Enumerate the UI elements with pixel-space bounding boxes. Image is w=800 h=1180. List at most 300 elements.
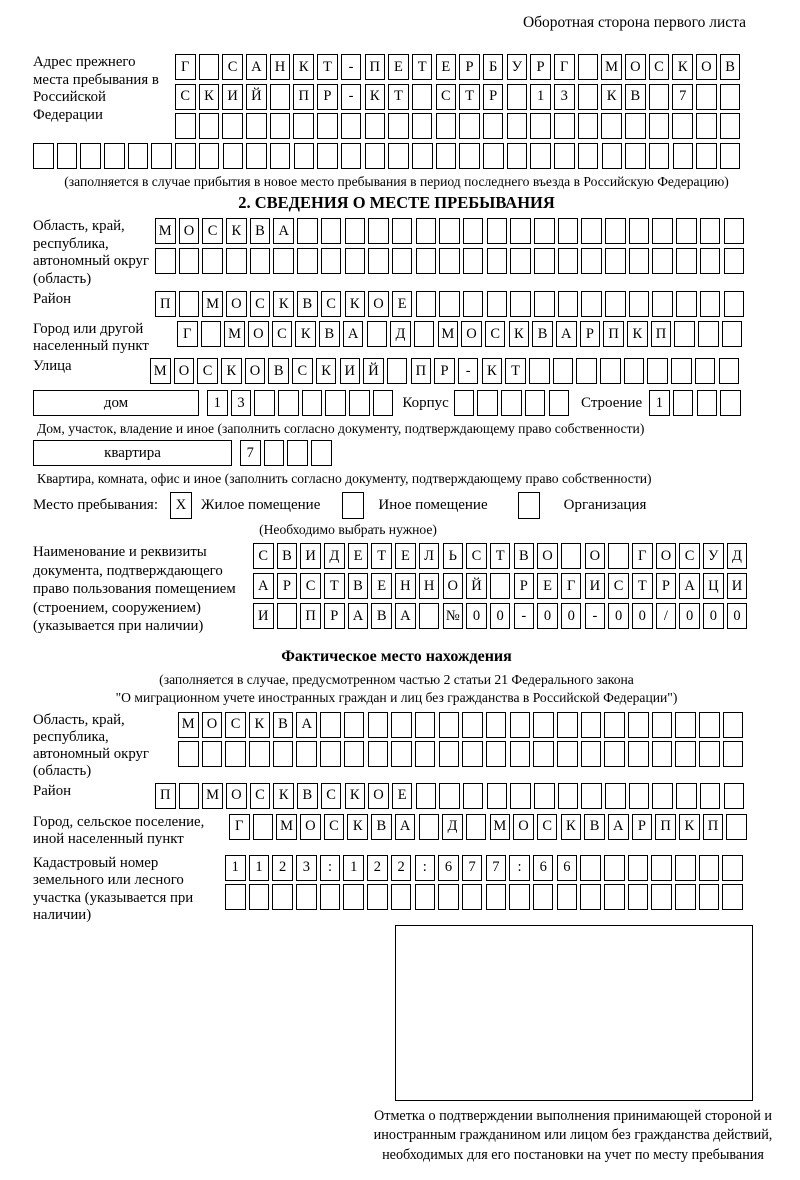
stay-type-row	[33, 492, 760, 519]
char-box: Г	[229, 814, 250, 840]
char-box	[368, 712, 389, 738]
char-box	[726, 814, 747, 840]
char-box	[80, 143, 101, 169]
char-box: 0	[537, 603, 558, 629]
char-box	[722, 321, 743, 347]
char-box: 7	[240, 440, 261, 466]
char-box: Т	[317, 54, 338, 80]
char-box	[436, 113, 457, 139]
stay-type-label: Место пребывания:	[33, 497, 158, 513]
char-box: Т	[324, 573, 345, 599]
char-box	[533, 741, 554, 767]
char-box	[391, 884, 412, 910]
char-box	[439, 712, 460, 738]
char-box	[343, 884, 364, 910]
char-box	[365, 143, 386, 169]
char-box: 1	[343, 855, 364, 881]
organization-option-label: Организация	[563, 497, 647, 513]
street-field	[33, 358, 760, 384]
document-label: Наименование и реквизиты документа, подтверждающего право пользования помещением (строением, сооружением) (указывается при наличии)	[33, 544, 236, 634]
char-box: /	[656, 603, 677, 629]
char-box	[604, 741, 625, 767]
char-box	[651, 884, 672, 910]
char-box: О	[513, 814, 534, 840]
char-box: О	[226, 783, 247, 809]
char-box: М	[202, 291, 223, 317]
char-box	[530, 113, 551, 139]
char-box: К	[365, 84, 386, 110]
actual-location-caption-2: "О миграционном учете иностранных граждан и лиц без гражданства в Российской Федерации")	[115, 689, 678, 705]
char-box: Д	[324, 543, 345, 569]
char-box	[415, 884, 436, 910]
char-box	[581, 218, 602, 244]
char-box	[439, 741, 460, 767]
char-box	[463, 248, 484, 274]
actual-city-label: Город, сельское поселение, иной населенный пункт	[33, 813, 205, 847]
char-box	[368, 741, 389, 767]
char-box: Т	[632, 573, 653, 599]
char-box: 6	[533, 855, 554, 881]
char-box	[578, 54, 599, 80]
residential-option-label: Жилое помещение	[201, 497, 321, 513]
char-box: В	[584, 814, 605, 840]
char-box	[412, 84, 433, 110]
prev-address-row-4	[33, 143, 760, 169]
char-box	[507, 143, 528, 169]
char-box: П	[293, 84, 314, 110]
char-box: 0	[608, 603, 629, 629]
char-box	[581, 248, 602, 274]
char-box: Т	[371, 543, 392, 569]
char-box	[507, 84, 528, 110]
char-box	[676, 291, 697, 317]
char-box	[676, 218, 697, 244]
char-box	[581, 741, 602, 767]
char-box	[272, 884, 293, 910]
char-box: В	[250, 218, 271, 244]
char-box: В	[348, 573, 369, 599]
char-box	[700, 218, 721, 244]
char-box: А	[253, 573, 274, 599]
confirmation-stamp-box	[395, 925, 753, 1101]
char-box	[487, 248, 508, 274]
char-box	[179, 783, 200, 809]
char-box	[439, 248, 460, 274]
char-box: У	[507, 54, 528, 80]
char-box	[629, 248, 650, 274]
char-box	[341, 113, 362, 139]
char-box: В	[297, 783, 318, 809]
char-box: С	[324, 814, 345, 840]
char-box	[367, 884, 388, 910]
char-box	[554, 143, 575, 169]
char-box	[580, 884, 601, 910]
char-box	[724, 291, 745, 317]
char-box	[320, 712, 341, 738]
char-box	[652, 712, 673, 738]
char-box: О	[368, 291, 389, 317]
char-box	[628, 855, 649, 881]
char-box: К	[199, 84, 220, 110]
char-box	[438, 884, 459, 910]
char-box	[576, 358, 597, 384]
char-box: Р	[483, 84, 504, 110]
char-box: №	[443, 603, 464, 629]
char-box: Ц	[703, 573, 724, 599]
char-box	[578, 113, 599, 139]
char-box: Т	[388, 84, 409, 110]
char-box	[270, 113, 291, 139]
char-box	[414, 321, 435, 347]
char-box	[624, 358, 645, 384]
cadastral-field	[33, 855, 760, 925]
char-box: М	[155, 218, 176, 244]
char-box	[486, 741, 507, 767]
char-box: М	[276, 814, 297, 840]
char-box: 0	[679, 603, 700, 629]
char-box: С	[225, 712, 246, 738]
char-box: В	[514, 543, 535, 569]
char-box	[724, 218, 745, 244]
stroenie-row	[649, 390, 741, 416]
char-box	[558, 248, 579, 274]
char-box	[199, 54, 220, 80]
char-box: М	[202, 783, 223, 809]
char-box	[604, 884, 625, 910]
char-box: О	[179, 218, 200, 244]
char-box	[652, 218, 673, 244]
char-box	[270, 143, 291, 169]
char-box	[483, 143, 504, 169]
char-box: 0	[727, 603, 748, 629]
char-box	[720, 113, 741, 139]
char-box: Р	[656, 573, 677, 599]
char-box: Т	[490, 543, 511, 569]
prev-address-row-1	[175, 54, 740, 80]
char-box	[419, 603, 440, 629]
char-box: К	[482, 358, 503, 384]
char-box: 2	[391, 855, 412, 881]
char-box: Т	[505, 358, 526, 384]
char-box	[672, 113, 693, 139]
char-box	[391, 741, 412, 767]
char-box	[483, 113, 504, 139]
char-box: А	[395, 814, 416, 840]
char-box	[466, 814, 487, 840]
char-box	[321, 248, 342, 274]
char-box	[462, 741, 483, 767]
char-box: :	[415, 855, 436, 881]
char-box: 0	[561, 603, 582, 629]
char-box: А	[343, 321, 364, 347]
char-box: К	[672, 54, 693, 80]
char-box	[320, 741, 341, 767]
char-box	[699, 855, 720, 881]
char-box	[462, 884, 483, 910]
district-label: Район	[33, 291, 72, 307]
district-field	[33, 291, 760, 317]
char-box	[368, 218, 389, 244]
char-box: С	[649, 54, 670, 80]
char-box	[557, 884, 578, 910]
char-box: Й	[246, 84, 267, 110]
char-box	[415, 712, 436, 738]
char-box: Б	[483, 54, 504, 80]
char-box	[222, 113, 243, 139]
char-box: Е	[392, 291, 413, 317]
char-box	[628, 712, 649, 738]
char-box	[533, 712, 554, 738]
char-box	[600, 358, 621, 384]
char-box: К	[249, 712, 270, 738]
char-box	[416, 218, 437, 244]
char-box: -	[341, 54, 362, 80]
char-box	[549, 390, 570, 416]
char-box	[226, 248, 247, 274]
char-box: В	[319, 321, 340, 347]
char-box	[604, 712, 625, 738]
char-box	[602, 143, 623, 169]
char-box	[439, 218, 460, 244]
char-box	[629, 291, 650, 317]
actual-location-title: Фактическое место нахождения	[281, 647, 512, 665]
char-box: М	[224, 321, 245, 347]
char-box	[700, 783, 721, 809]
char-box	[151, 143, 172, 169]
char-box	[676, 248, 697, 274]
stroenie-label: Строение	[581, 394, 643, 411]
char-box	[223, 143, 244, 169]
char-box	[723, 741, 744, 767]
char-box	[415, 741, 436, 767]
char-box: О	[461, 321, 482, 347]
char-box: 0	[632, 603, 653, 629]
char-box	[720, 390, 741, 416]
char-box	[387, 358, 408, 384]
char-box	[581, 783, 602, 809]
checkbox-residential: X	[170, 492, 192, 519]
char-box: Р	[317, 84, 338, 110]
char-box	[373, 390, 394, 416]
char-box	[487, 291, 508, 317]
char-box	[419, 814, 440, 840]
char-box	[605, 291, 626, 317]
char-box	[625, 113, 646, 139]
house-row	[33, 390, 760, 416]
char-box	[529, 358, 550, 384]
stay-type-hint: (Необходимо выбрать нужное)	[259, 522, 437, 537]
region-label: Область, край, республика, автономный округ (область)	[33, 218, 149, 287]
char-box	[57, 143, 78, 169]
char-box: К	[226, 218, 247, 244]
char-box	[277, 603, 298, 629]
char-box: Е	[537, 573, 558, 599]
char-box	[534, 248, 555, 274]
char-box	[477, 390, 498, 416]
char-box: 6	[438, 855, 459, 881]
char-box: С	[679, 543, 700, 569]
actual-city-row	[229, 814, 747, 840]
char-box	[349, 390, 370, 416]
char-box: С	[197, 358, 218, 384]
char-box	[695, 358, 716, 384]
char-box	[311, 440, 332, 466]
char-box	[199, 113, 220, 139]
char-box	[510, 248, 531, 274]
char-box: Е	[395, 543, 416, 569]
char-box: О	[368, 783, 389, 809]
other-premises-option-label: Иное помещение	[378, 497, 488, 513]
char-box: И	[727, 573, 748, 599]
char-box: А	[556, 321, 577, 347]
actual-district-row	[155, 783, 744, 809]
char-box	[533, 884, 554, 910]
char-box	[487, 218, 508, 244]
char-box: С	[537, 814, 558, 840]
char-box	[454, 390, 475, 416]
char-box: И	[253, 603, 274, 629]
char-box	[270, 84, 291, 110]
char-box	[581, 291, 602, 317]
char-box: В	[273, 712, 294, 738]
actual-district-label: Район	[33, 782, 72, 799]
char-box: 2	[367, 855, 388, 881]
char-box	[557, 741, 578, 767]
char-box: Е	[348, 543, 369, 569]
char-box	[202, 741, 223, 767]
char-box	[558, 291, 579, 317]
char-box	[344, 712, 365, 738]
char-box: К	[273, 291, 294, 317]
char-box: -	[458, 358, 479, 384]
section2-title: 2. СВЕДЕНИЯ О МЕСТЕ ПРЕБЫВАНИЯ	[238, 193, 555, 212]
char-box	[696, 84, 717, 110]
checkbox-organization	[518, 492, 540, 519]
char-box: С	[250, 291, 271, 317]
char-box	[202, 248, 223, 274]
char-box	[490, 573, 511, 599]
char-box: С	[300, 573, 321, 599]
char-box: С	[608, 573, 629, 599]
char-box: 0	[490, 603, 511, 629]
city-field	[33, 321, 760, 355]
char-box: Г	[561, 573, 582, 599]
char-box	[250, 248, 271, 274]
char-box	[273, 248, 294, 274]
char-box: А	[608, 814, 629, 840]
document-row-3	[253, 603, 747, 629]
char-box	[601, 113, 622, 139]
char-box	[367, 321, 388, 347]
char-box	[719, 358, 740, 384]
checkbox-other-premises	[342, 492, 364, 519]
char-box	[510, 291, 531, 317]
char-box	[698, 321, 719, 347]
char-box	[345, 248, 366, 274]
char-box	[487, 783, 508, 809]
char-box	[155, 248, 176, 274]
char-box: О	[696, 54, 717, 80]
city-label: Город или другой населенный пункт	[33, 321, 149, 354]
char-box: В	[268, 358, 289, 384]
char-box: П	[155, 291, 176, 317]
char-box	[412, 143, 433, 169]
char-box	[558, 783, 579, 809]
char-box: 7	[486, 855, 507, 881]
char-box: Н	[270, 54, 291, 80]
char-box	[605, 783, 626, 809]
actual-location-caption-1: (заполняется в случае, предусмотренном частью 2 статьи 21 Федерального закона	[159, 671, 634, 687]
char-box	[254, 390, 275, 416]
char-box	[388, 143, 409, 169]
prev-address-field	[33, 54, 760, 139]
char-box: 7	[672, 84, 693, 110]
apartment-row	[33, 440, 760, 466]
char-box	[722, 884, 743, 910]
char-box: 1	[225, 855, 246, 881]
char-box	[628, 884, 649, 910]
char-box: 7	[462, 855, 483, 881]
char-box: А	[395, 603, 416, 629]
char-box	[463, 291, 484, 317]
char-box	[723, 712, 744, 738]
apartment-box-label: квартира	[33, 440, 232, 466]
char-box: И	[585, 573, 606, 599]
district-row	[155, 291, 744, 317]
char-box: К	[601, 84, 622, 110]
char-box	[486, 712, 507, 738]
char-box	[341, 143, 362, 169]
char-box: Е	[388, 54, 409, 80]
char-box	[700, 291, 721, 317]
char-box	[104, 143, 125, 169]
char-box: В	[371, 603, 392, 629]
char-box: У	[703, 543, 724, 569]
char-box: Л	[419, 543, 440, 569]
char-box: 0	[703, 603, 724, 629]
char-box: -	[341, 84, 362, 110]
char-box: С	[253, 543, 274, 569]
char-box: Е	[436, 54, 457, 80]
char-box: М	[438, 321, 459, 347]
char-box: П	[411, 358, 432, 384]
char-box	[391, 712, 412, 738]
char-box: Г	[632, 543, 653, 569]
char-box	[317, 113, 338, 139]
char-box	[554, 113, 575, 139]
char-box	[649, 84, 670, 110]
char-box	[297, 218, 318, 244]
char-box	[561, 543, 582, 569]
char-box	[253, 814, 274, 840]
actual-region-row-1	[178, 712, 743, 738]
char-box: О	[443, 573, 464, 599]
char-box	[578, 84, 599, 110]
char-box: О	[656, 543, 677, 569]
char-box: М	[601, 54, 622, 80]
char-box: М	[178, 712, 199, 738]
char-box	[675, 884, 696, 910]
char-box	[416, 248, 437, 274]
char-box: С	[272, 321, 293, 347]
char-box: П	[703, 814, 724, 840]
char-box: С	[466, 543, 487, 569]
char-box	[296, 741, 317, 767]
char-box: 0	[466, 603, 487, 629]
page-header-note: Оборотная сторона первого листа	[522, 14, 746, 31]
char-box	[459, 113, 480, 139]
char-box: О	[174, 358, 195, 384]
